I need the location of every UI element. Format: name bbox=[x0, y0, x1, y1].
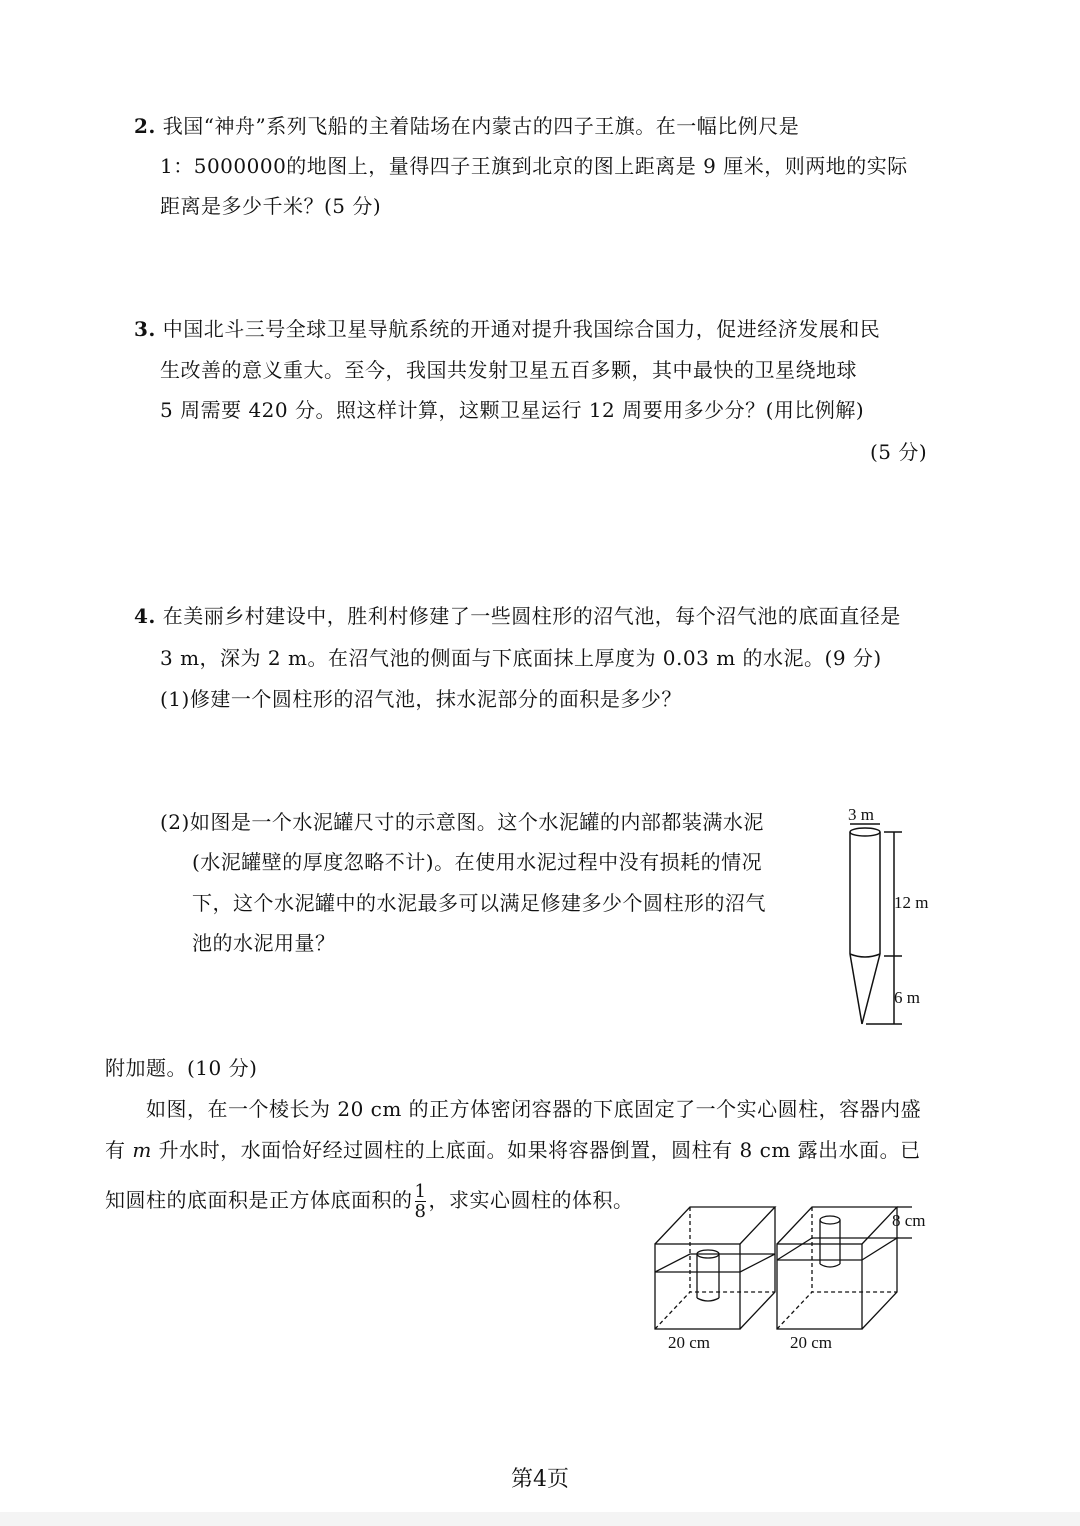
bonus-line3: 知圆柱的底面积是正方体底面积的 $\frac{1}{8}$ ，求实心圆柱的体积。 bbox=[105, 1180, 634, 1222]
label-cylinder-height: 12 m bbox=[894, 893, 929, 912]
cone-right-edge bbox=[862, 954, 880, 1024]
label-diameter: 3 m bbox=[848, 808, 874, 824]
q4-line1: 4. 在美丽乡村建设中，胜利村修建了一些圆柱形的沼气池，每个沼气池的底面直径是 bbox=[134, 604, 901, 628]
cone-left-edge bbox=[850, 954, 862, 1024]
q3-line1: 3. 中国北斗三号全球卫星导航系统的开通对提升我国综合国力，促进经济发展和民 bbox=[134, 317, 881, 341]
q4-part2-line2: (水泥罐壁的厚度忽略不计)。在使用水泥过程中没有损耗的情况 bbox=[192, 850, 763, 874]
q3-score: (5 分) bbox=[870, 440, 928, 464]
q4-part2-line1: (2)如图是一个水泥罐尺寸的示意图。这个水泥罐的内部都装满水泥 bbox=[160, 810, 764, 834]
variable-m: m bbox=[132, 1138, 152, 1162]
bonus-line1: 如图，在一个棱长为 20 cm 的正方体密闭容器的下底固定了一个实心圆柱，容器内盛 bbox=[146, 1097, 922, 1121]
label-8cm: 8 cm bbox=[892, 1211, 926, 1230]
q4-line2: 3 m，深为 2 m。在沼气池的侧面与下底面抹上厚度为 0.03 m 的水泥。(9 分) bbox=[160, 646, 882, 670]
tank-bottom-arc bbox=[850, 954, 880, 957]
q2-line3: 距离是多少千米？(5 分) bbox=[160, 194, 382, 218]
q3-line3: 5 周需要 420 分。照这样计算，这颗卫星运行 12 周要用多少分？(用比例解) bbox=[160, 398, 865, 422]
cylinder-top-inverted bbox=[820, 1216, 840, 1224]
page-bottom-edge bbox=[0, 1512, 1080, 1526]
label-edge-right: 20 cm bbox=[790, 1333, 833, 1352]
fraction-one-eighth: $\frac{1}{8}$ bbox=[414, 1180, 427, 1222]
page-number: 第4页 bbox=[511, 1467, 569, 1492]
cement-tank-figure bbox=[840, 808, 950, 1033]
q2-line1: 2. 我国“神舟”系列飞船的主着陆场在内蒙古的四子王旗。在一幅比例尺是 bbox=[134, 114, 800, 138]
bonus-line2: 有 m 升水时，水面恰好经过圆柱的上底面。如果将容器倒置，圆柱有 8 cm 露出水面。已 bbox=[105, 1138, 921, 1162]
q3-line2: 生改善的意义重大。至今，我国共发射卫星五百多颗，其中最快的卫星绕地球 bbox=[160, 358, 857, 382]
cube-upright bbox=[655, 1207, 775, 1329]
water-line-inverted bbox=[777, 1238, 897, 1260]
q2-line2: 1：5000000的地图上，量得四子王旗到北京的图上距离是 9 厘米，则两地的实际 bbox=[160, 154, 908, 178]
label-cone-height: 6 m bbox=[894, 988, 920, 1007]
q4-part2-line3: 下，这个水泥罐中的水泥最多可以满足修建多少个圆柱形的沼气 bbox=[192, 891, 766, 915]
label-edge-left: 20 cm bbox=[668, 1333, 711, 1352]
q4-part2-line4: 池的水泥用量？ bbox=[192, 931, 336, 955]
tank-top-ellipse bbox=[850, 828, 880, 836]
bonus-title: 附加题。(10 分) bbox=[105, 1056, 258, 1080]
cube-containers-figure bbox=[650, 1202, 950, 1352]
q4-part1: (1)修建一个圆柱形的沼气池，抹水泥部分的面积是多少？ bbox=[160, 687, 682, 711]
